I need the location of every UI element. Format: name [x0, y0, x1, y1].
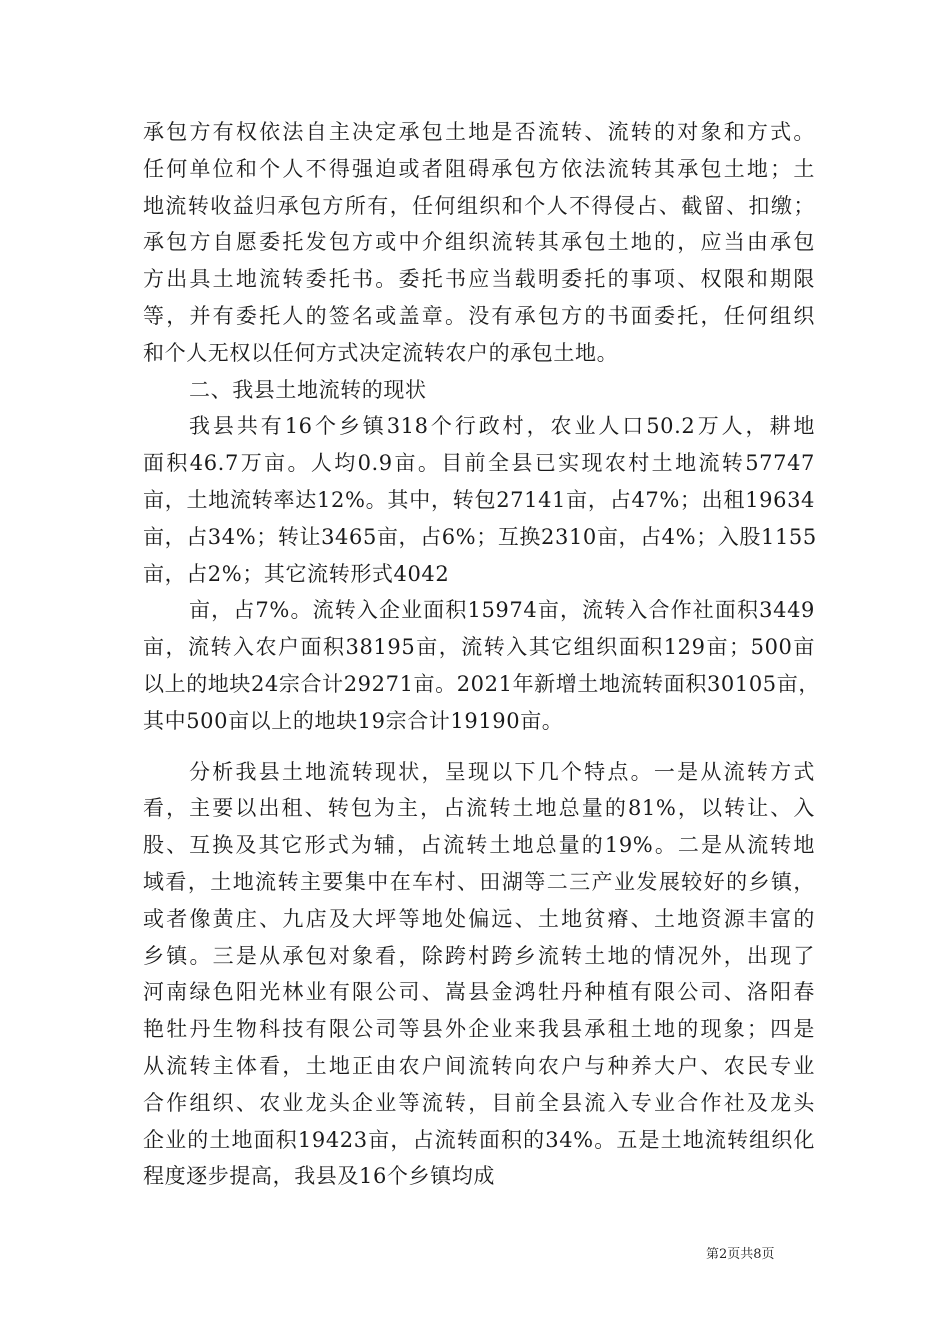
paragraph-gap: [143, 740, 815, 754]
text-line: 企业的土地面积19423亩，占流转面积的34%。五是土地流转组织化: [143, 1127, 815, 1152]
text-line: 亩，土地流转率达12%。其中，转包27141亩，占47%；出租19634: [143, 487, 815, 512]
text-line: 看，主要以出租、转包为主，占流转土地总量的81%，以转让、入: [143, 796, 815, 821]
text-line: 分析我县土地流转现状，呈现以下几个特点。一是从流转方式: [189, 759, 815, 784]
heading-line: 二、我县土地流转的现状: [189, 377, 427, 402]
text-line: 和个人无权以任何方式决定流转农户的承包土地。: [143, 340, 619, 365]
text-line: 从流转主体看，土地正由农户间流转向农户与种养大户、农民专业: [143, 1053, 815, 1078]
text-line: 乡镇。三是从承包对象看，除跨村跨乡流转土地的情况外，出现了: [143, 943, 815, 968]
text-line: 其中500亩以上的地块19宗合计19190亩。: [143, 708, 564, 733]
text-line: 以上的地块24宗合计29271亩。2021年新增土地流转面积30105亩，: [143, 671, 820, 696]
paragraph-statistics: [143, 408, 815, 592]
text-line: 或者像黄庄、九店及大坪等地处偏远、土地贫瘠、土地资源丰富的: [143, 906, 815, 931]
text-line: 合作组织、农业龙头企业等流转，目前全县流入专业合作社及龙头: [143, 1090, 815, 1115]
text-line: 亩，占34%；转让3465亩，占6%；互换2310亩，占4%；入股1155: [143, 524, 817, 549]
text-line: 等，并有委托人的签名或盖章。没有承包方的书面委托，任何组织: [143, 303, 815, 328]
text-line: 艳牡丹生物科技有限公司等县外企业来我县承租土地的现象；四是: [143, 1017, 815, 1042]
text-line: 面积46.7万亩。人均0.9亩。目前全县已实现农村土地流转57747: [143, 451, 815, 476]
page-number: 第2页共8页: [706, 1247, 775, 1262]
text-line: 承包方有权依法自主决定承包土地是否流转、流转的对象和方式。: [143, 120, 815, 144]
section-heading: [143, 372, 815, 409]
text-line: 承包方自愿委托发包方或中介组织流转其承包土地的，应当由承包: [143, 230, 815, 255]
text-line: 任何单位和个人不得强迫或者阻碍承包方依法流转其承包土地；土: [143, 156, 815, 181]
text-line: 我县共有16个乡镇318个行政村，农业人口50.2万人，耕地: [189, 414, 815, 439]
text-line: 方出具土地流转委托书。委托书应当载明委托的事项、权限和期限: [143, 267, 815, 292]
paragraph-statistics-continued: [143, 592, 820, 739]
text-line: 程度逐步提高，我县及16个乡镇均成: [143, 1164, 495, 1189]
paragraph-continuation: [143, 114, 815, 372]
text-line: 亩，占2%；其它流转形式4042: [143, 561, 450, 586]
text-line: 亩，占7%。流转入企业面积15974亩，流转入合作社面积3449: [189, 598, 815, 623]
text-line: 域看，土地流转主要集中在车村、田湖等二三产业发展较好的乡镇，: [143, 869, 815, 894]
text-line: 地流转收益归承包方所有，任何组织和个人不得侵占、截留、扣缴；: [143, 193, 815, 218]
document-body: [143, 114, 820, 1195]
text-line: 河南绿色阳光林业有限公司、嵩县金鸿牡丹种植有限公司、洛阳春: [143, 980, 815, 1005]
paragraph-analysis: [143, 754, 815, 1196]
text-line: 亩，流转入农户面积38195亩，流转入其它组织面积129亩；500亩: [143, 635, 815, 660]
text-line: 股、互换及其它形式为辅，占流转土地总量的19%。二是从流转地: [143, 833, 815, 858]
